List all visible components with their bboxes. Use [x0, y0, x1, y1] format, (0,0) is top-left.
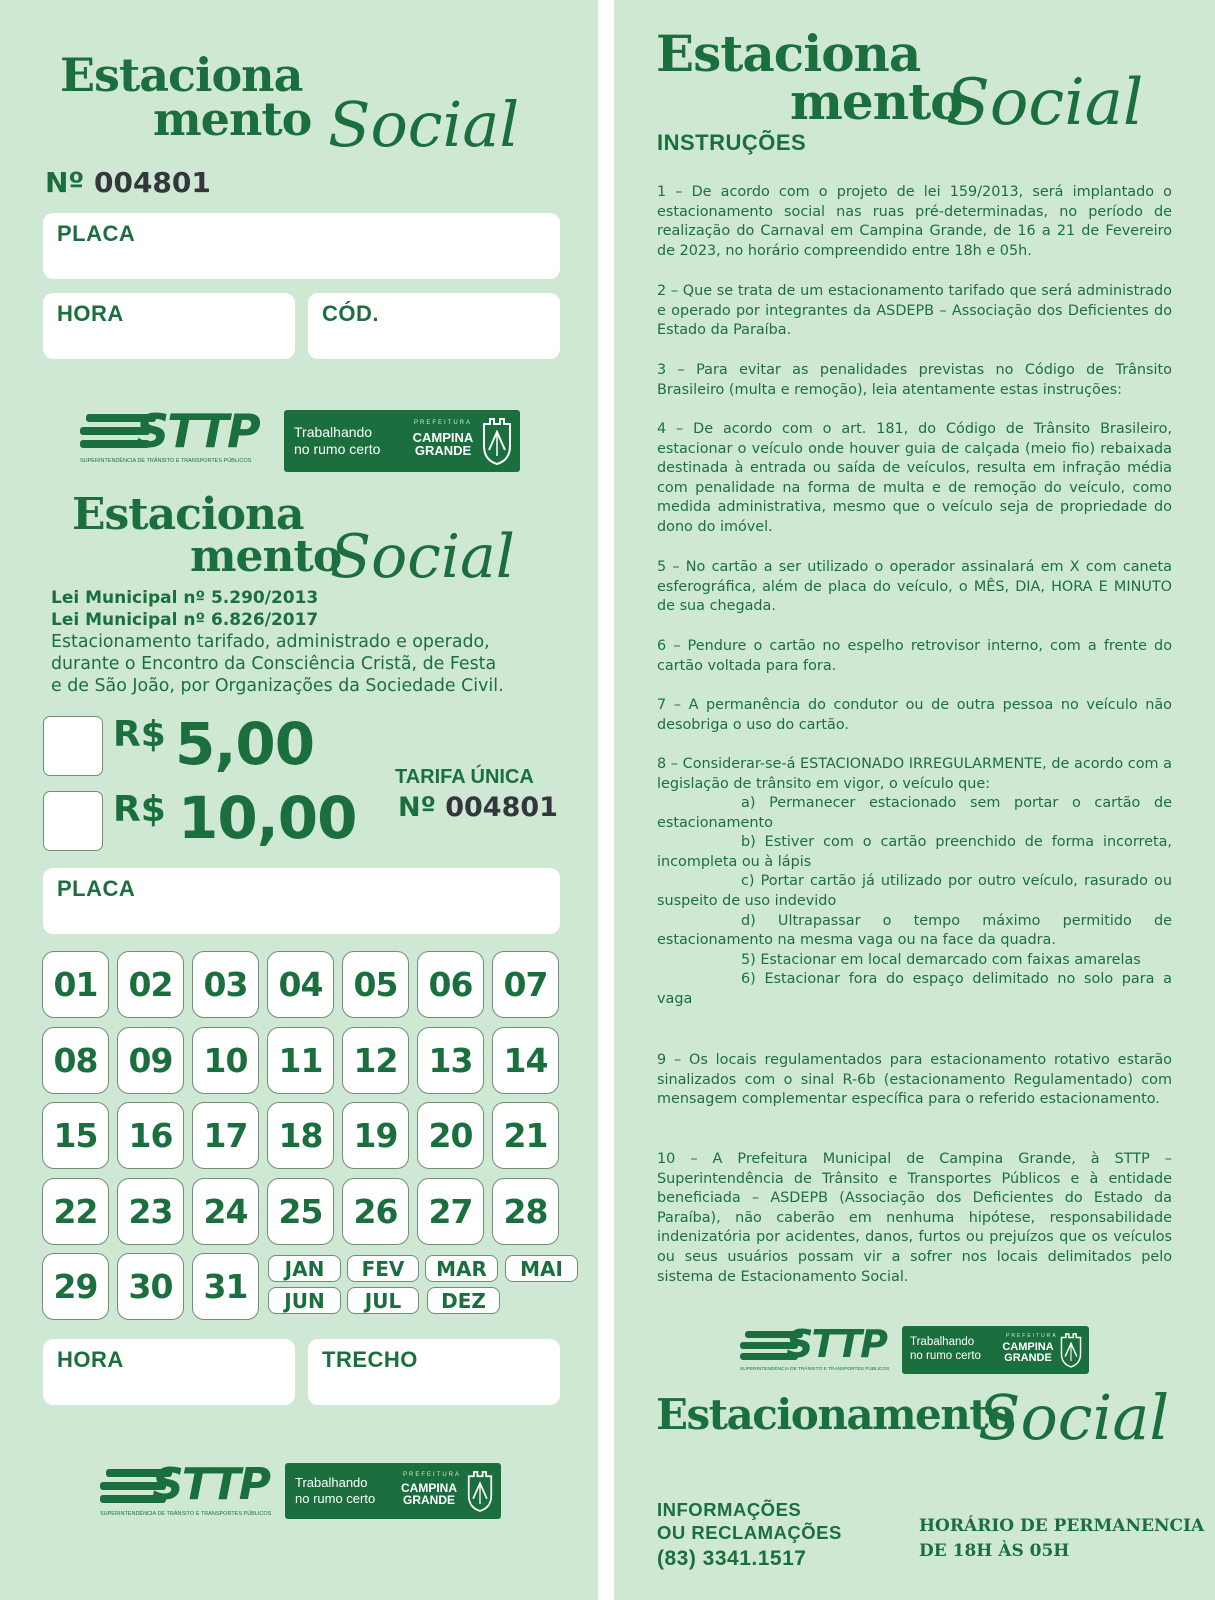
day-box-31[interactable]: 31	[192, 1253, 259, 1320]
instruction-6: 6 – Pendure o cartão no espelho retrovisor interno, com a frente do cartão voltada para fora.	[657, 638, 1172, 674]
instructions-title: INSTRUÇÕES	[657, 130, 807, 155]
day-box-18[interactable]: 18	[267, 1102, 334, 1169]
placa-label: PLACA	[57, 221, 136, 246]
day-box-27[interactable]: 27	[417, 1178, 484, 1245]
instruction-8f: 6) Estacionar fora do espaço delimitado no solo para a vaga	[657, 971, 1172, 1007]
logo2-line2: mento	[190, 530, 342, 582]
day-box-24[interactable]: 24	[192, 1178, 259, 1245]
instruction-3: 3 – Para evitar as penalidades previstas no Código de Trânsito Brasileiro (multa e remoção), leia atentamente estas instruções:	[657, 362, 1172, 398]
info-line1: INFORMAÇÕES	[657, 1499, 802, 1520]
hours-line2: DE 18H ÀS 05H	[919, 1541, 1070, 1561]
law1: Lei Municipal nº 5.290/2013	[51, 588, 319, 608]
instruction-8-list	[657, 794, 1172, 1010]
sttp-word: STTP	[136, 404, 259, 458]
day-box-13[interactable]: 13	[417, 1027, 484, 1094]
day-box-14[interactable]: 14	[492, 1027, 559, 1094]
logo2-script: Social	[330, 522, 515, 592]
ticket-number-2	[398, 792, 558, 823]
hours-line1: HORÁRIO DE PERMANENCIA	[919, 1516, 1205, 1536]
prefeitura-badge-3	[902, 1326, 1089, 1374]
sttp-word-2: STTP	[152, 1459, 269, 1510]
month-box-mai[interactable]: MAI	[505, 1255, 578, 1282]
day-box-19[interactable]: 19	[342, 1102, 409, 1169]
logo3-line1: Estaciona	[656, 24, 921, 83]
phone-number: (83) 3341.1517	[657, 1547, 807, 1570]
instruction-8d: d) Ultrapassar o tempo máximo permitido de estacionamento na mesma vaga ou na face da quadra.	[657, 912, 1172, 949]
day-box-11[interactable]: 11	[267, 1027, 334, 1094]
day-box-23[interactable]: 23	[117, 1178, 184, 1245]
sttp-logo	[80, 404, 266, 470]
day-box-22[interactable]: 22	[42, 1178, 109, 1245]
placa2-label: PLACA	[57, 876, 136, 901]
logo2-line1: Estaciona	[72, 489, 304, 540]
instruction-1: 1 – De acordo com o projeto de lei 159/2013, será implantado o estacionamento social nas ruas pré-determinadas, no período de realização do Carnaval em Campina Grande, de 16 a 21 de Fevereiro de 2023, no horário compreendido entre 18h e 05h.	[657, 184, 1172, 259]
law2: Lei Municipal nº 6.826/2017	[51, 610, 319, 630]
logo4-word: Estacionamento	[656, 1390, 1014, 1439]
number2-value: 004801	[445, 792, 558, 823]
slogan2-line1: Trabalhando	[295, 1475, 368, 1490]
currency-label-1: R$	[113, 714, 166, 755]
logo3-script: Social	[946, 66, 1144, 140]
number2-prefix: Nº	[398, 792, 436, 823]
instruction-8b: b) Estiver com o cartão preenchido de forma incorreta, incompleta ou à lápis	[657, 834, 1172, 870]
instruction-4: 4 – De acordo com o art. 181, do Código de Trânsito Brasileiro, estacionar o veículo onde houver guia de calçada (meio fio) rebaixada destinada à entrada ou saída de veículos, resulta em infração média com penalidade na forma de multa e de remoção do veículo, como medida administrativa, mesmo que o veículo seja de propriedade do dono do imóvel.	[657, 421, 1172, 535]
placa-field-2[interactable]	[43, 868, 560, 934]
prefeitura2-label: PREFEITURA	[403, 1472, 462, 1478]
day-box-04[interactable]: 04	[267, 951, 334, 1018]
ticket-number	[45, 166, 211, 199]
logo3-line2: mento	[790, 71, 963, 131]
trecho-field[interactable]	[308, 1339, 560, 1405]
prefeitura3-label: PREFEITURA	[1006, 1333, 1058, 1339]
number-prefix: Nº	[45, 166, 85, 199]
instruction-10: 10 – A Prefeitura Municipal de Campina Grande, à STTP – Superintendência de Trânsito e Transportes Públicos e à entidade beneficiada – ASDEPB (Associação dos Deficientes do Estado da Paraíba), não caberão em nenhuma hipótese, responsabilidade indenizatória por acidentes, danos, furtos ou prejuízos que os veículos ou seus usuários possam vir a sofrer nos locais delimitados pelo sistema de Estacionamento Social.	[657, 1151, 1172, 1285]
price-5: 5,00	[175, 710, 315, 778]
campina-grande-shield-icon-3	[1060, 1331, 1082, 1369]
estacionamento-social-logo-4	[656, 1381, 1176, 1485]
day-box-09[interactable]: 09	[117, 1027, 184, 1094]
month-box-jul[interactable]: JUL	[347, 1287, 419, 1314]
city3-line2: GRANDE	[1004, 1352, 1052, 1364]
price-10-checkbox[interactable]	[43, 791, 103, 851]
logo-line1: Estaciona	[60, 48, 303, 102]
ticket-description	[51, 631, 504, 697]
city2-line2: GRANDE	[402, 1493, 455, 1507]
cod-field[interactable]	[308, 293, 560, 359]
sttp-sub-2: SUPERINTENDÊNCIA DE TRÂNSITO E TRANSPORTES PÚBLICOS	[100, 1511, 272, 1517]
day-box-07[interactable]: 07	[492, 951, 559, 1018]
sttp-word-3: STTP	[786, 1322, 886, 1366]
slogan-line1: Trabalhando	[294, 424, 373, 440]
slogan-line2: no rumo certo	[294, 440, 381, 457]
day-box-26[interactable]: 26	[342, 1178, 409, 1245]
slogan2-line2: no rumo certo	[295, 1490, 376, 1506]
instruction-8a: a) Permanecer estacionado sem portar o cartão de estacionamento	[657, 795, 1172, 831]
logo-line2: mento	[153, 91, 312, 146]
month-box-dez[interactable]: DEZ	[427, 1287, 500, 1314]
month-box-jan[interactable]: JAN	[268, 1255, 341, 1282]
prefeitura-badge-2	[285, 1463, 501, 1519]
instruction-2: 2 – Que se trata de um estacionamento tarifado que será administrado e operado por integrantes da ASDEPB – Associação dos Deficientes do Estado da Paraíba.	[657, 283, 1172, 339]
currency-label-2: R$	[113, 789, 166, 830]
day-box-21[interactable]: 21	[492, 1102, 559, 1169]
day-box-17[interactable]: 17	[192, 1102, 259, 1169]
instruction-7: 7 – A permanência do condutor ou de outra pessoa no veículo não desobriga o uso do cartão.	[657, 697, 1172, 733]
trecho-label: TRECHO	[322, 1347, 418, 1372]
hora-label: HORA	[57, 301, 124, 326]
info-line2: OU RECLAMAÇÕES	[657, 1522, 842, 1543]
month-box-fev[interactable]: FEV	[347, 1255, 419, 1282]
day-box-20[interactable]: 20	[417, 1102, 484, 1169]
hora-field-2[interactable]	[43, 1339, 295, 1405]
price-5-checkbox[interactable]	[43, 716, 103, 776]
placa-field[interactable]	[43, 213, 560, 279]
instruction-8: 8 – Considerar-se-á ESTACIONADO IRREGULARMENTE, de acordo com a legislação de trânsito em vigor, o veículo que:	[657, 756, 1172, 792]
logo-script: Social	[328, 88, 520, 161]
prefeitura-label: PREFEITURA	[414, 420, 473, 426]
cod-label: CÓD.	[322, 301, 379, 326]
sttp-sub-3: SUPERINTENDÊNCIA DE TRÂNSITO E TRANSPORTES PÚBLICOS	[740, 1367, 890, 1372]
price-10: 10,00	[178, 784, 357, 852]
day-box-08[interactable]: 08	[42, 1027, 109, 1094]
day-box-15[interactable]: 15	[42, 1102, 109, 1169]
day-box-12[interactable]: 12	[342, 1027, 409, 1094]
prefeitura-badge	[284, 410, 520, 472]
city-line1: CAMPINA	[412, 430, 474, 445]
number-value: 004801	[93, 166, 211, 199]
day-box-30[interactable]: 30	[117, 1253, 184, 1320]
month-box-jun[interactable]: JUN	[268, 1287, 341, 1314]
logo4-script: Social	[978, 1381, 1170, 1454]
law-references	[51, 587, 318, 631]
estacionamento-social-logo	[60, 48, 560, 174]
day-box-28[interactable]: 28	[492, 1178, 559, 1245]
day-box-02[interactable]: 02	[117, 951, 184, 1018]
day-box-29[interactable]: 29	[42, 1253, 109, 1320]
day-box-05[interactable]: 05	[342, 951, 409, 1018]
instruction-8e: 5) Estacionar em local demarcado com faixas amarelas	[741, 951, 1141, 968]
description-line3: e de São João, por Organizações da Sociedade Civil.	[51, 676, 504, 696]
sttp-logo-3	[740, 1322, 890, 1377]
day-box-01[interactable]: 01	[42, 951, 109, 1018]
sttp-sub: SUPERINTENDÊNCIA DE TRÂNSITO E TRANSPORTES PÚBLICOS	[80, 458, 252, 464]
instruction-5: 5 – No cartão a ser utilizado o operador assinalará em X com caneta esferográfica, além de placa do veículo, o MÊS, DIA, HORA E MINUTO de sua chegada.	[657, 559, 1172, 615]
city3-line1: CAMPINA	[1002, 1341, 1054, 1353]
description-line1: Estacionamento tarifado, administrado e operado,	[51, 632, 490, 652]
month-box-mar[interactable]: MAR	[425, 1255, 498, 1282]
instruction-9: 9 – Os locais regulamentados para estacionamento rotativo estarão sinalizados com o sinal R-6b (estacionamento Regulamentado) com mensagem complementar específica para o referido estacionamento.	[657, 1052, 1172, 1108]
slogan3-line2: no rumo certo	[910, 1349, 981, 1362]
hora2-label: HORA	[57, 1347, 124, 1372]
slogan3-line1: Trabalhando	[910, 1336, 975, 1348]
city-line2: GRANDE	[414, 443, 472, 458]
city2-line1: CAMPINA	[401, 1481, 457, 1495]
day-box-16[interactable]: 16	[117, 1102, 184, 1169]
day-box-10[interactable]: 10	[192, 1027, 259, 1094]
campina-grande-shield-icon-2	[467, 1469, 493, 1513]
sttp-logo-2	[100, 1459, 272, 1523]
day-box-03[interactable]: 03	[192, 951, 259, 1018]
hora-field[interactable]	[43, 293, 295, 359]
day-box-25[interactable]: 25	[267, 1178, 334, 1245]
day-box-06[interactable]: 06	[417, 951, 484, 1018]
campina-grande-shield-icon	[482, 416, 512, 466]
hours-block	[919, 1514, 1204, 1564]
info-block	[657, 1498, 842, 1570]
description-line2: durante o Encontro da Consciência Cristã, de Festa	[51, 654, 497, 674]
tarifa-unica-label: TARIFA ÚNICA	[395, 766, 534, 788]
instruction-8c: c) Portar cartão já utilizado por outro veículo, rasurado ou suspeito de uso indevido	[657, 873, 1172, 909]
